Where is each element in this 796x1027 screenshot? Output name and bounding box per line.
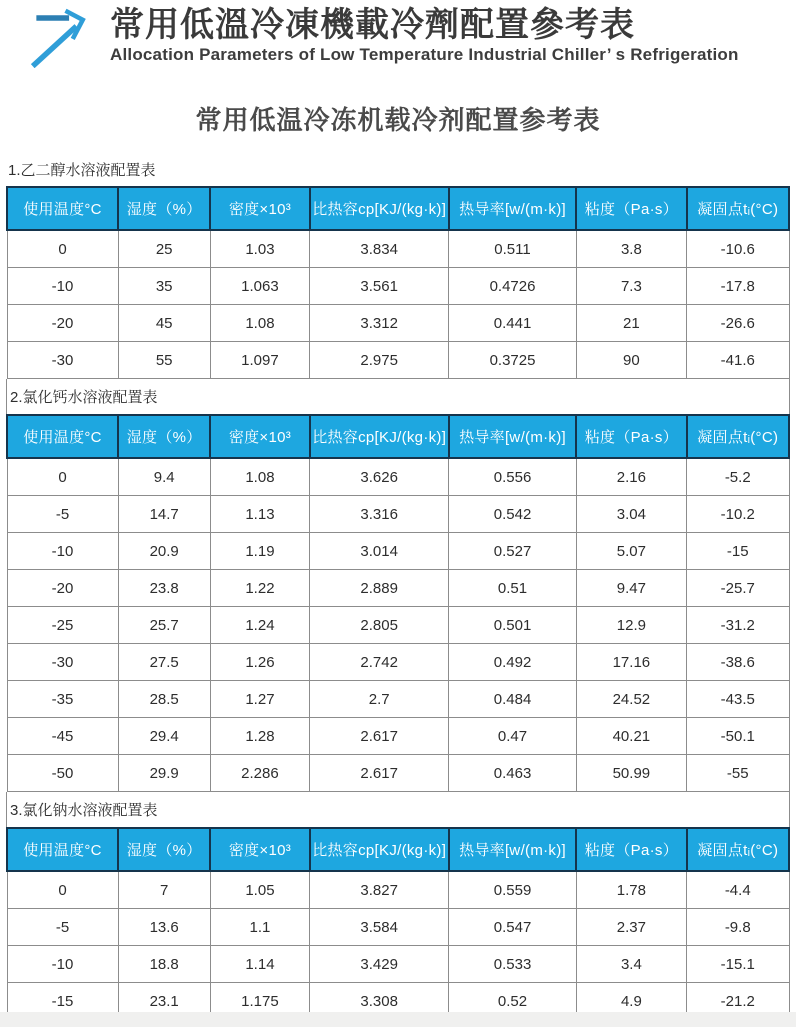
- table-cell: -5.2: [687, 458, 790, 496]
- column-header-humidity: 湿度（%）: [118, 828, 210, 871]
- table-cell: 2.617: [310, 755, 449, 792]
- table-cell: -5: [7, 496, 118, 533]
- column-header-temperature: 使用温度°C: [7, 187, 118, 230]
- table-row: [7, 681, 789, 718]
- table-cell: 0.3725: [449, 342, 576, 379]
- table-cell: -31.2: [687, 607, 790, 644]
- table-cell: -43.5: [687, 681, 790, 718]
- bottom-strip: [0, 1012, 796, 1027]
- table-cell: 3.626: [310, 458, 449, 496]
- table-sodium-chloride: [6, 827, 790, 1020]
- table-cell: 1.05: [210, 871, 309, 909]
- table-cell: -17.8: [687, 268, 790, 305]
- table-row: [7, 946, 789, 983]
- table-cell: 55: [118, 342, 210, 379]
- table-cell: 3.312: [310, 305, 449, 342]
- table-cell: 50.99: [576, 755, 686, 792]
- column-header-thermal-conductivity: 热导率[w/(m·k)]: [449, 828, 576, 871]
- table-cell: 3.561: [310, 268, 449, 305]
- table-cell: 0.441: [449, 305, 576, 342]
- table-cell: 20.9: [118, 533, 210, 570]
- table-cell: 0.51: [449, 570, 576, 607]
- table-row: [7, 342, 789, 379]
- table-row: [7, 496, 789, 533]
- table-cell: 2.617: [310, 718, 449, 755]
- table-cell: 1.78: [576, 871, 686, 909]
- table-cell: 3.316: [310, 496, 449, 533]
- column-header-specific-heat: 比热容cp[KJ/(kg·k)]: [310, 415, 449, 458]
- table-cell: -45: [7, 718, 118, 755]
- table-cell: 2.7: [310, 681, 449, 718]
- table-cell: -21.2: [687, 983, 790, 1020]
- table-cell: 24.52: [576, 681, 686, 718]
- table-cell: 0.47: [449, 718, 576, 755]
- table-cell: 14.7: [118, 496, 210, 533]
- table-cell: 0.4726: [449, 268, 576, 305]
- column-header-density: 密度×10³: [210, 415, 309, 458]
- table-cell: 4.9: [576, 983, 686, 1020]
- table-cell: 3.8: [576, 230, 686, 268]
- table-cell: -9.8: [687, 909, 790, 946]
- table-row: [7, 718, 789, 755]
- table-cell: 3.429: [310, 946, 449, 983]
- column-header-temperature: 使用温度°C: [7, 415, 118, 458]
- table-cell: -30: [7, 342, 118, 379]
- table-cell: 0.501: [449, 607, 576, 644]
- table-cell: 12.9: [576, 607, 686, 644]
- table-cell: 18.8: [118, 946, 210, 983]
- table-cell: -10: [7, 533, 118, 570]
- table-cell: -38.6: [687, 644, 790, 681]
- table-cell: 1.08: [210, 458, 309, 496]
- table-row: [7, 871, 789, 909]
- table-cell: 7.3: [576, 268, 686, 305]
- table-cell: 3.827: [310, 871, 449, 909]
- table-cell: 9.47: [576, 570, 686, 607]
- page-title: 常用低温冷冻机载冷剂配置参考表: [195, 105, 601, 135]
- table-cell: 2.889: [310, 570, 449, 607]
- table-cell: -5: [7, 909, 118, 946]
- column-header-viscosity: 粘度（Pa·s）: [576, 187, 686, 230]
- table-cell: 0.511: [449, 230, 576, 268]
- table-cell: 1.08: [210, 305, 309, 342]
- table-cell: 35: [118, 268, 210, 305]
- column-header-freezing-point: 凝固点tᵢ(°C): [687, 187, 790, 230]
- table-cell: 3.014: [310, 533, 449, 570]
- table-cell: 0.463: [449, 755, 576, 792]
- table-cell: -25.7: [687, 570, 790, 607]
- table-cell: 21: [576, 305, 686, 342]
- table-row: [7, 755, 789, 792]
- table-cell: 0.484: [449, 681, 576, 718]
- table-cell: 1.28: [210, 718, 309, 755]
- table-cell: 1.175: [210, 983, 309, 1020]
- table-cell: -50: [7, 755, 118, 792]
- table-row: [7, 458, 789, 496]
- table-header-row: [7, 187, 789, 230]
- column-header-thermal-conductivity: 热导率[w/(m·k)]: [449, 187, 576, 230]
- table-row: [7, 268, 789, 305]
- table-cell: 1.13: [210, 496, 309, 533]
- table-cell: 23.8: [118, 570, 210, 607]
- table-cell: 29.4: [118, 718, 210, 755]
- table-cell: 1.063: [210, 268, 309, 305]
- table-cell: 0.547: [449, 909, 576, 946]
- table-cell: 0: [7, 871, 118, 909]
- top-banner: [0, 0, 796, 74]
- table-cell: 3.584: [310, 909, 449, 946]
- column-header-viscosity: 粘度（Pa·s）: [576, 828, 686, 871]
- table-header-row: [7, 828, 789, 871]
- table-cell: 0.492: [449, 644, 576, 681]
- table-cell: 1.19: [210, 533, 309, 570]
- column-header-freezing-point: 凝固点tᵢ(°C): [687, 828, 790, 871]
- table-cell: 1.14: [210, 946, 309, 983]
- table-cell: 3.308: [310, 983, 449, 1020]
- table-cell: -15: [7, 983, 118, 1020]
- table-cell: 1.03: [210, 230, 309, 268]
- column-header-specific-heat: 比热容cp[KJ/(kg·k)]: [310, 828, 449, 871]
- table-row: [7, 909, 789, 946]
- table-cell: 2.16: [576, 458, 686, 496]
- table-cell: 1.24: [210, 607, 309, 644]
- table-cell: -20: [7, 305, 118, 342]
- column-header-humidity: 湿度（%）: [118, 415, 210, 458]
- table-cell: 27.5: [118, 644, 210, 681]
- column-header-specific-heat: 比热容cp[KJ/(kg·k)]: [310, 187, 449, 230]
- table-cell: 40.21: [576, 718, 686, 755]
- table-cell: 25: [118, 230, 210, 268]
- table-cell: 2.805: [310, 607, 449, 644]
- table-cell: -15.1: [687, 946, 790, 983]
- table-row: [7, 607, 789, 644]
- table-cell: 7: [118, 871, 210, 909]
- table-cell: -15: [687, 533, 790, 570]
- table-cell: 0.527: [449, 533, 576, 570]
- section-label-ethylene-glycol: 1.乙二醇水溶液配置表: [8, 162, 156, 179]
- table-cell: 2.37: [576, 909, 686, 946]
- column-header-thermal-conductivity: 热导率[w/(m·k)]: [449, 415, 576, 458]
- table-cell: 3.4: [576, 946, 686, 983]
- table-row: [7, 533, 789, 570]
- table-cell: -10.2: [687, 496, 790, 533]
- table-cell: 3.834: [310, 230, 449, 268]
- table-calcium-chloride: [6, 414, 790, 792]
- table-cell: -41.6: [687, 342, 790, 379]
- table-row: [7, 570, 789, 607]
- table-cell: 0.559: [449, 871, 576, 909]
- table-cell: 23.1: [118, 983, 210, 1020]
- table-cell: 0.533: [449, 946, 576, 983]
- banner-title: 常用低溫冷凍機載冷劑配置參考表: [110, 6, 635, 44]
- column-header-humidity: 湿度（%）: [118, 187, 210, 230]
- table-cell: -25: [7, 607, 118, 644]
- banner-subtitle: Allocation Parameters of Low Temperature Industrial Chiller’ s Refrigeration: [110, 44, 739, 64]
- table-row: [7, 305, 789, 342]
- table-cell: -20: [7, 570, 118, 607]
- column-header-density: 密度×10³: [210, 828, 309, 871]
- column-header-density: 密度×10³: [210, 187, 309, 230]
- table-cell: 17.16: [576, 644, 686, 681]
- column-header-viscosity: 粘度（Pa·s）: [576, 415, 686, 458]
- table-cell: -35: [7, 681, 118, 718]
- table-cell: 1.26: [210, 644, 309, 681]
- table-cell: -50.1: [687, 718, 790, 755]
- table-cell: 2.975: [310, 342, 449, 379]
- table-cell: 29.9: [118, 755, 210, 792]
- table-cell: 0: [7, 230, 118, 268]
- table-cell: 2.286: [210, 755, 309, 792]
- table-cell: 0.556: [449, 458, 576, 496]
- table-header-row: [7, 415, 789, 458]
- table-cell: 3.04: [576, 496, 686, 533]
- table-cell: 0.542: [449, 496, 576, 533]
- table-cell: -55: [687, 755, 790, 792]
- table-ethylene-glycol: [6, 186, 790, 379]
- table-cell: 1.22: [210, 570, 309, 607]
- arrow-up-right-icon: [20, 8, 100, 68]
- table-cell: 0.52: [449, 983, 576, 1020]
- section-label-calcium-chloride: 2.氯化钙水溶液配置表: [6, 379, 790, 414]
- table-cell: -26.6: [687, 305, 790, 342]
- table-cell: 1.1: [210, 909, 309, 946]
- table-cell: -30: [7, 644, 118, 681]
- table-cell: -4.4: [687, 871, 790, 909]
- column-header-freezing-point: 凝固点tᵢ(°C): [687, 415, 790, 458]
- table-cell: -10: [7, 946, 118, 983]
- table-row: [7, 230, 789, 268]
- table-cell: 45: [118, 305, 210, 342]
- table-cell: 0: [7, 458, 118, 496]
- section-label-sodium-chloride: 3.氯化钠水溶液配置表: [6, 792, 790, 827]
- table-cell: 13.6: [118, 909, 210, 946]
- table-cell: -10.6: [687, 230, 790, 268]
- banner-text: [110, 8, 739, 65]
- table-cell: 28.5: [118, 681, 210, 718]
- table-cell: -10: [7, 268, 118, 305]
- table-cell: 90: [576, 342, 686, 379]
- table-cell: 1.097: [210, 342, 309, 379]
- column-header-temperature: 使用温度°C: [7, 828, 118, 871]
- table-cell: 1.27: [210, 681, 309, 718]
- table-row: [7, 644, 789, 681]
- table-cell: 25.7: [118, 607, 210, 644]
- table-cell: 5.07: [576, 533, 686, 570]
- table-cell: 9.4: [118, 458, 210, 496]
- table-cell: 2.742: [310, 644, 449, 681]
